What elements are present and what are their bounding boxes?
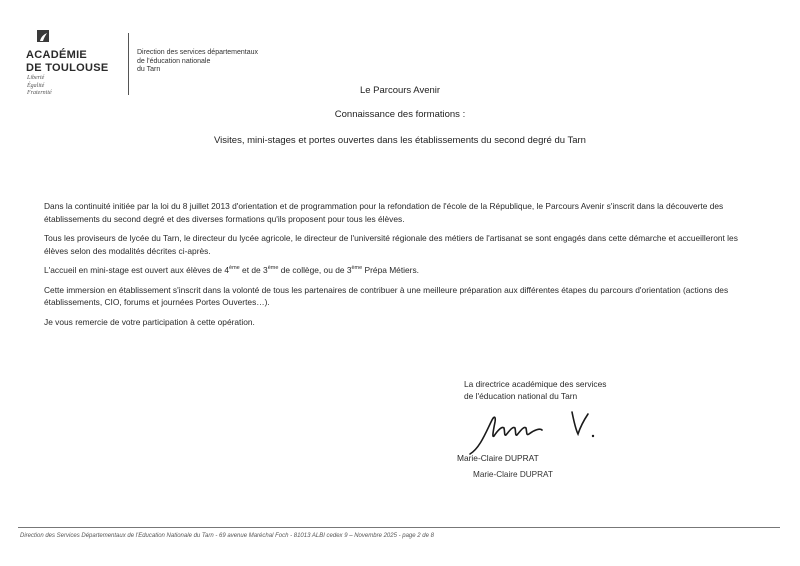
body-text	[44, 200, 764, 335]
footer-divider	[18, 527, 780, 528]
paragraph-2: Tous les proviseurs de lycée du Tarn, le directeur du lycée agricole, le directeur de l'université régionale des métiers de l'artisanat se sont engagés dans cette démarche et accueilleront les élèves selon des modalités décrites ci-après.	[44, 233, 738, 256]
document-heading: Visites, mini-stages et portes ouvertes dans les établissements du second degré du Tarn	[214, 135, 586, 146]
signer-name: Marie-Claire DUPRAT	[457, 453, 539, 463]
handwritten-signature	[462, 408, 602, 458]
paragraph-1: Dans la continuité initiée par la loi du 8 juillet 2013 d'orientation et de programmation pour la refondation de l'école de la République, le Parcours Avenir s'inscrit dans la découverte des établissements du second degré et des diverses formations qu'ils proposent pour tous les élèves.	[44, 201, 724, 224]
direction-label: Direction des services départementaux de l'éducation nationale du Tarn	[137, 49, 259, 73]
paragraph-3: L'accueil en mini-stage est ouvert aux élèves de 4ème et de 3ème de collège, ou de 3ème Prépa Métiers.	[44, 265, 419, 275]
paragraph-5: Je vous remercie de votre participation à cette opération.	[44, 316, 255, 327]
paragraph-4: Cette immersion en établissement s'inscrit dans la volonté de tous les partenaires de contribuer à une meilleure préparation aux différentes étapes du parcours d'orientation (actions des établissements, CIO, forums et journées Portes Ouvertes…).	[44, 284, 729, 307]
footer-text: Direction des Services Départementaux de l'Education Nationale du Tarn - 69 avenue Maréchal Foch - 81013 ALBI cedex 9 – Novembre 2025 - page 2 de 8	[20, 533, 434, 539]
document-title: Le Parcours Avenir	[359, 85, 441, 96]
academy-logo-text: ACADÉMIE DE TOULOUSE	[26, 49, 109, 74]
republic-flag-icon	[37, 30, 49, 42]
document-subtitle: Connaissance des formations :	[334, 109, 466, 120]
republic-motto: Liberté Égalité Fraternité	[27, 75, 52, 96]
signatory-title: La directrice académique des services de l'éducation national du Tarn	[464, 379, 607, 401]
signer-name-typed: Marie-Claire DUPRAT	[473, 470, 553, 479]
